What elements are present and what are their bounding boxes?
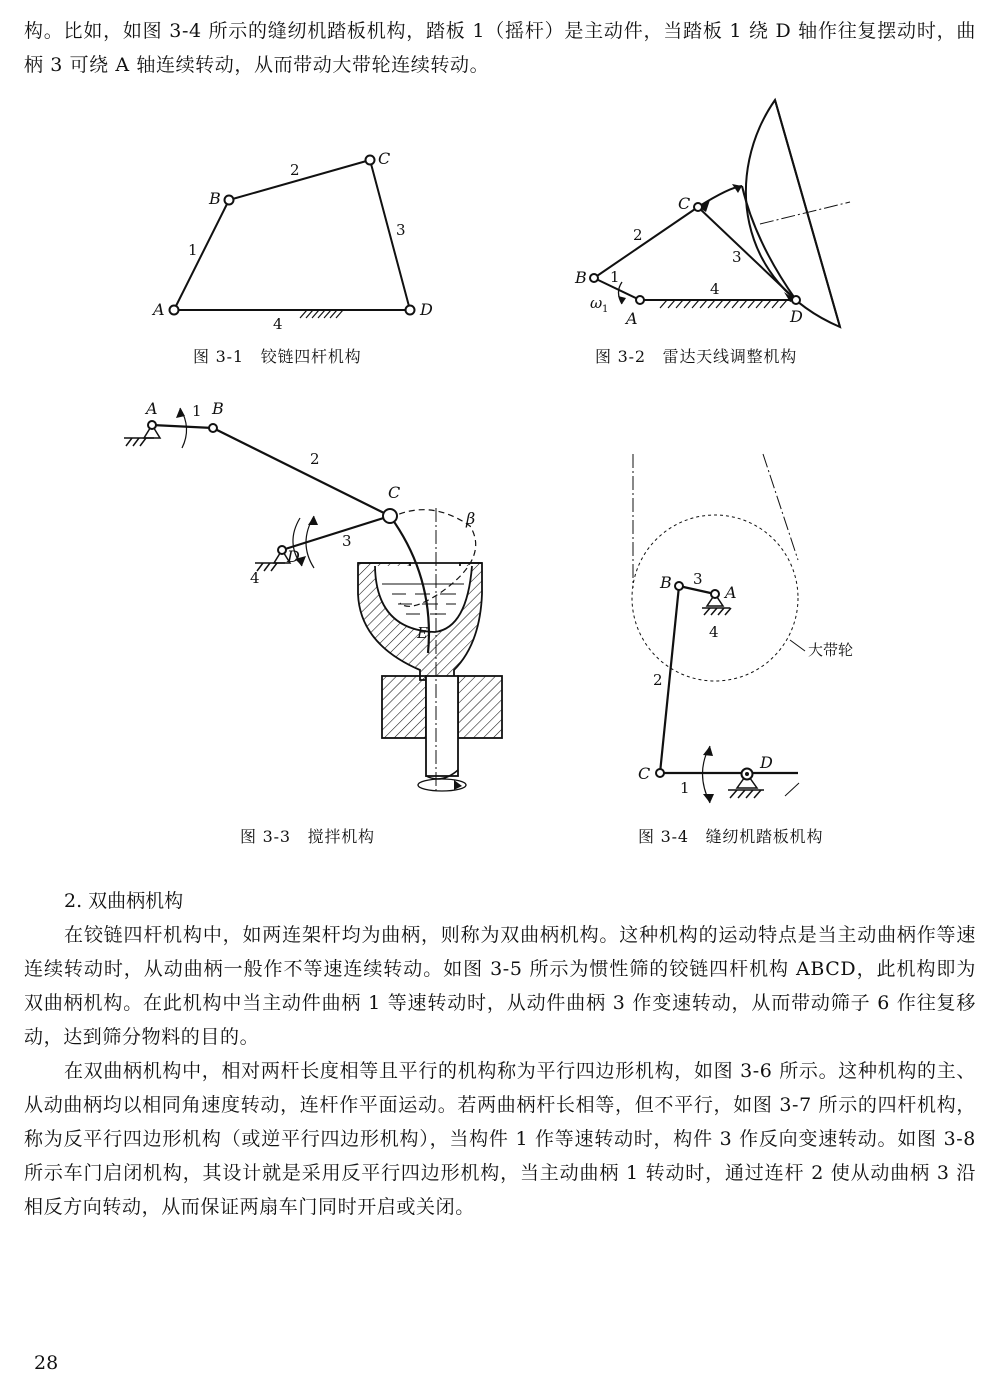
intro-paragraph: 构。比如，如图 3-4 所示的缝纫机踏板机构，踏板 1（摇杆）是主动件，当踏板 1 绕 D 轴作往复摆动时，曲柄 3 可绕 A 轴连续转动，从而带动大带轮连续转动。: [24, 20, 976, 76]
figure-3-4-sewing-machine-treadle: [600, 448, 900, 810]
figure-3-1-four-bar-linkage: [140, 140, 460, 340]
label-E: E: [417, 624, 428, 642]
link-4-number: 4: [250, 569, 260, 587]
label-A: A: [626, 309, 638, 328]
figure-3-2-caption: 图 3-2 雷达天线调整机构: [595, 347, 798, 366]
omega-label: ω: [590, 294, 603, 312]
link-3-number: 3: [732, 248, 742, 266]
label-C: C: [388, 483, 401, 502]
label-D: D: [287, 547, 300, 566]
link-3-number: 3: [342, 532, 352, 550]
link-4-number: 4: [709, 623, 719, 641]
figure-3-2-radar-antenna-linkage: [560, 92, 880, 342]
figure-3-4-caption: 图 3-4 缝纫机踏板机构: [638, 827, 824, 846]
link-1-number: 1: [610, 268, 620, 286]
label-D: D: [790, 307, 803, 326]
link-2-number: 2: [290, 161, 300, 179]
label-D: D: [420, 300, 433, 319]
link-2-number: 2: [633, 226, 643, 244]
label-C: C: [378, 149, 391, 168]
link-4-number: 4: [710, 280, 720, 298]
link-4-number: 4: [273, 315, 283, 333]
link-2-number: 2: [653, 671, 663, 689]
pulley-label: 大带轮: [808, 641, 854, 659]
body-paragraph-2: 在双曲柄机构中，相对两杆长度相等且平行的机构称为平行四边形机构，如图 3-6 所示。这种机构的主、从动曲柄均以相同角速度转动，连杆作平面运动。若两曲柄杆长相等，但不平行，如图 3-7 所示的四杆机构，称为反平行四边形机构（或逆平行四边形机构），当构件 1 作等速转动时，构件 3 作反向变速转动。如图 3-8 所示车门启闭机构，其设计就是采用反平行四边形机构，当主动曲柄 1 转动时，通过连杆 2 使从动曲柄 3 沿相反方向转动，从而保证两扇车门同时开启或关闭。: [24, 1060, 976, 1218]
link-1-number: 1: [192, 402, 202, 420]
label-beta: β: [466, 509, 476, 528]
link-2-number: 2: [310, 450, 320, 468]
link-1-number: 1: [188, 241, 198, 259]
figure-3-3-caption: 图 3-3 搅拌机构: [240, 827, 375, 846]
label-C: C: [678, 194, 691, 213]
section-heading: 2. 双曲柄机构: [64, 890, 184, 912]
page-number: 28: [34, 1352, 59, 1374]
link-1-number: 1: [680, 779, 690, 797]
link-3-number: 3: [693, 570, 703, 588]
label-A: A: [146, 399, 158, 418]
label-B: B: [209, 189, 221, 208]
label-B: B: [212, 399, 224, 418]
label-B: B: [575, 268, 587, 287]
label-C: C: [638, 764, 651, 783]
label-A: A: [725, 583, 737, 602]
omega-subscript: 1: [602, 304, 609, 315]
label-D: D: [760, 753, 773, 772]
body-paragraph-1: 在铰链四杆机构中，如两连架杆均为曲柄，则称为双曲柄机构。这种机构的运动特点是当主动曲柄作等速连续转动时，从动曲柄一般作不等速连续转动。如图 3-5 所示为惯性筛的铰链四杆机构 ABCD，此机构即为双曲柄机构。在此机构中当主动件曲柄 1 等速转动时，从动件曲柄 3 作变速转动，从而带动筛子 6 作往复移动，达到筛分物料的目的。: [24, 924, 976, 1048]
label-B: B: [660, 573, 672, 592]
figure-3-3-mixer-mechanism: [110, 398, 510, 803]
figure-3-1-caption: 图 3-1 铰链四杆机构: [193, 347, 362, 366]
label-A: A: [153, 300, 165, 319]
link-3-number: 3: [396, 221, 406, 239]
